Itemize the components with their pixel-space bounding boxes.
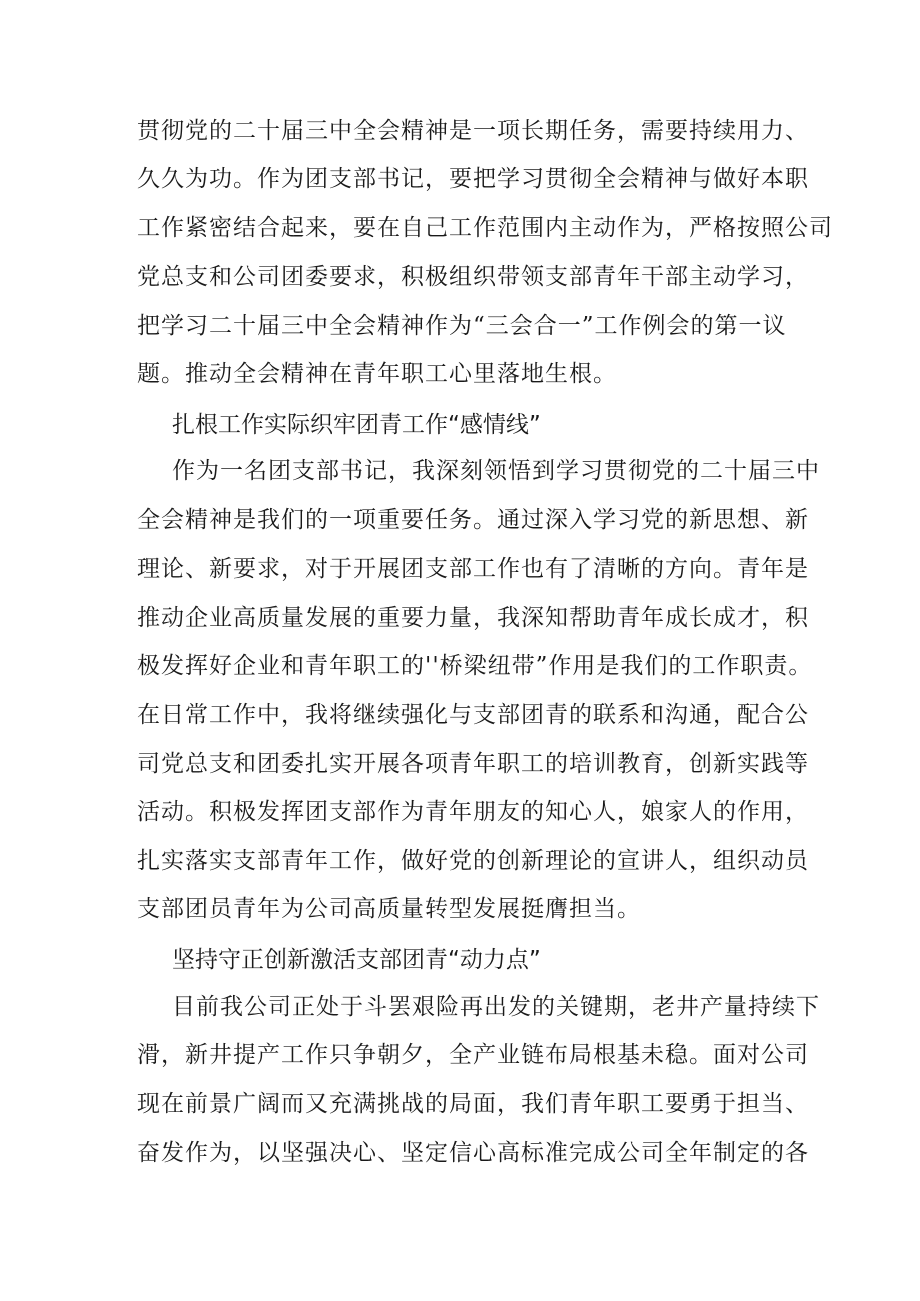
text-line: 目前我公司正处于斗罢艰险再出发的关键期，老井产量持续下 <box>172 994 820 1020</box>
text-line: 党总支和公司团委要求，积极组织带领支部青年干部主动学习， <box>137 264 809 290</box>
text-line: 把学习二十届三中全会精神作为“三会合一”工作例会的第一议 <box>137 313 787 339</box>
text-line: 现在前景广阔而又充满挑战的局面，我们青年职工要勇于担当、 <box>137 1091 809 1117</box>
text-line: 司党总支和团委扎实开展各项青年职工的培训教育，创新实践等 <box>137 751 809 777</box>
text-line: 极发挥好企业和青年职工的''桥梁纽带”作用是我们的工作职责。 <box>137 653 813 679</box>
text-line: 奋发作为，以坚强决心、坚定信心高标准完成公司全年制定的各 <box>137 1140 809 1166</box>
text-line: 推动企业高质量发展的重要力量，我深知帮助青年成长成才，积 <box>137 605 809 631</box>
text-line: 作为一名团支部书记，我深刻领悟到学习贯彻党的二十届三中 <box>172 458 820 484</box>
text-line: 扎实落实支部青年工作，做好党的创新理论的宣讲人，组织动员 <box>137 848 809 874</box>
section-heading-2: 坚持守正创新激活支部团青“动力点” <box>172 947 541 973</box>
section-heading-1: 扎根工作实际织牢团青工作“感情线” <box>172 412 541 438</box>
text-line: 在日常工作中，我将继续强化与支部团青的联系和沟通，配合公 <box>137 702 809 728</box>
text-line: 滑，新井提产工作只争朝夕，全产业链布局根基未稳。面对公司 <box>137 1042 809 1068</box>
text-line: 活动。积极发挥团支部作为青年朋友的知心人，娘家人的作用， <box>137 799 809 825</box>
text-line: 全会精神是我们的一项重要任务。通过深入学习党的新思想、新 <box>137 507 809 533</box>
text-line: 理论、新要求，对于开展团支部工作也有了清晰的方向。青年是 <box>137 556 809 582</box>
text-line: 工作紧密结合起来，要在自己工作范围内主动作为，严格按照公司 <box>137 215 833 241</box>
text-line: 支部团员青年为公司高质量转型发展挺膺担当。 <box>137 896 641 922</box>
text-line: 久久为功。作为团支部书记，要把学习贯彻全会精神与做好本职 <box>137 166 809 192</box>
text-line: 贯彻党的二十届三中全会精神是一项长期任务，需要持续用力、 <box>137 118 809 144</box>
text-line: 题。推动全会精神在青年职工心里落地生根。 <box>137 361 617 387</box>
